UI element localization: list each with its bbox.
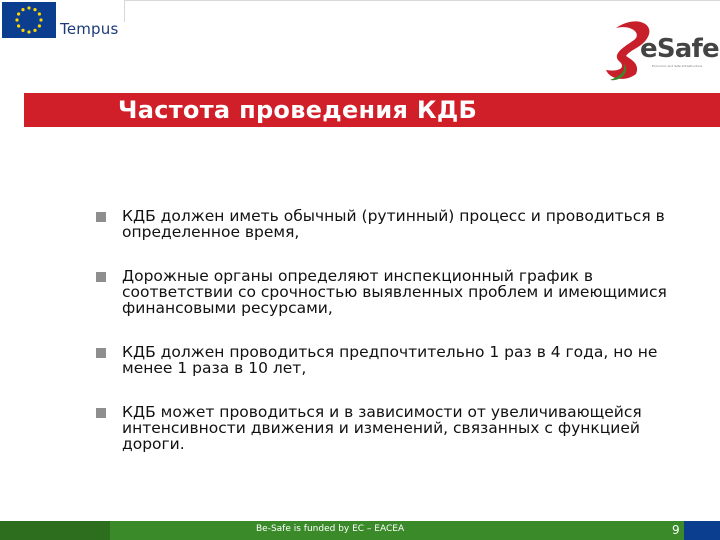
eu-flag-logo: [2, 2, 56, 38]
bullet-item: [96, 268, 696, 316]
esafe-logo-text: eSafe: [640, 34, 719, 64]
bullet-item: [96, 344, 696, 376]
bullet-square-icon: [96, 212, 106, 222]
eu-stars-icon: [2, 2, 56, 38]
bullet-list: [96, 208, 696, 452]
esafe-logo-tagline: Economic and Safe Infrastructure: [652, 64, 703, 68]
bullet-item: [96, 404, 696, 452]
slide-title: Частота проведения КДБ: [118, 96, 478, 124]
footer-funding-text: Be-Safe is funded by EC – EACEA: [256, 524, 405, 534]
bullet-square-icon: [96, 348, 106, 358]
top-divider-vertical: [124, 0, 125, 22]
page-number: 9: [672, 523, 680, 537]
bullet-text: КДБ должен иметь обычный (рутинный) процесс и проводиться в определенное время,: [122, 207, 665, 241]
bullet-text: КДБ должен проводиться предпочтительно 1 раз в 4 года, но не менее 1 раза в 10 лет,: [122, 343, 658, 377]
bullet-square-icon: [96, 408, 106, 418]
bullet-text: Дорожные органы определяют инспекционный график в соответствии со срочностью выявленных проблем и имеющимися финансовыми ресурсами,: [122, 267, 667, 317]
bullet-text: КДБ может проводиться и в зависимости от увеличивающейся интенсивности движения и изменений, связанных с функцией дороги.: [122, 403, 642, 453]
top-divider: [124, 0, 720, 1]
bullet-square-icon: [96, 272, 106, 282]
tempus-logo-text: Tempus: [60, 20, 119, 38]
bullet-item: [96, 208, 696, 240]
footer-accent: [0, 521, 110, 540]
footer-eu-flag-icon: [684, 521, 720, 540]
